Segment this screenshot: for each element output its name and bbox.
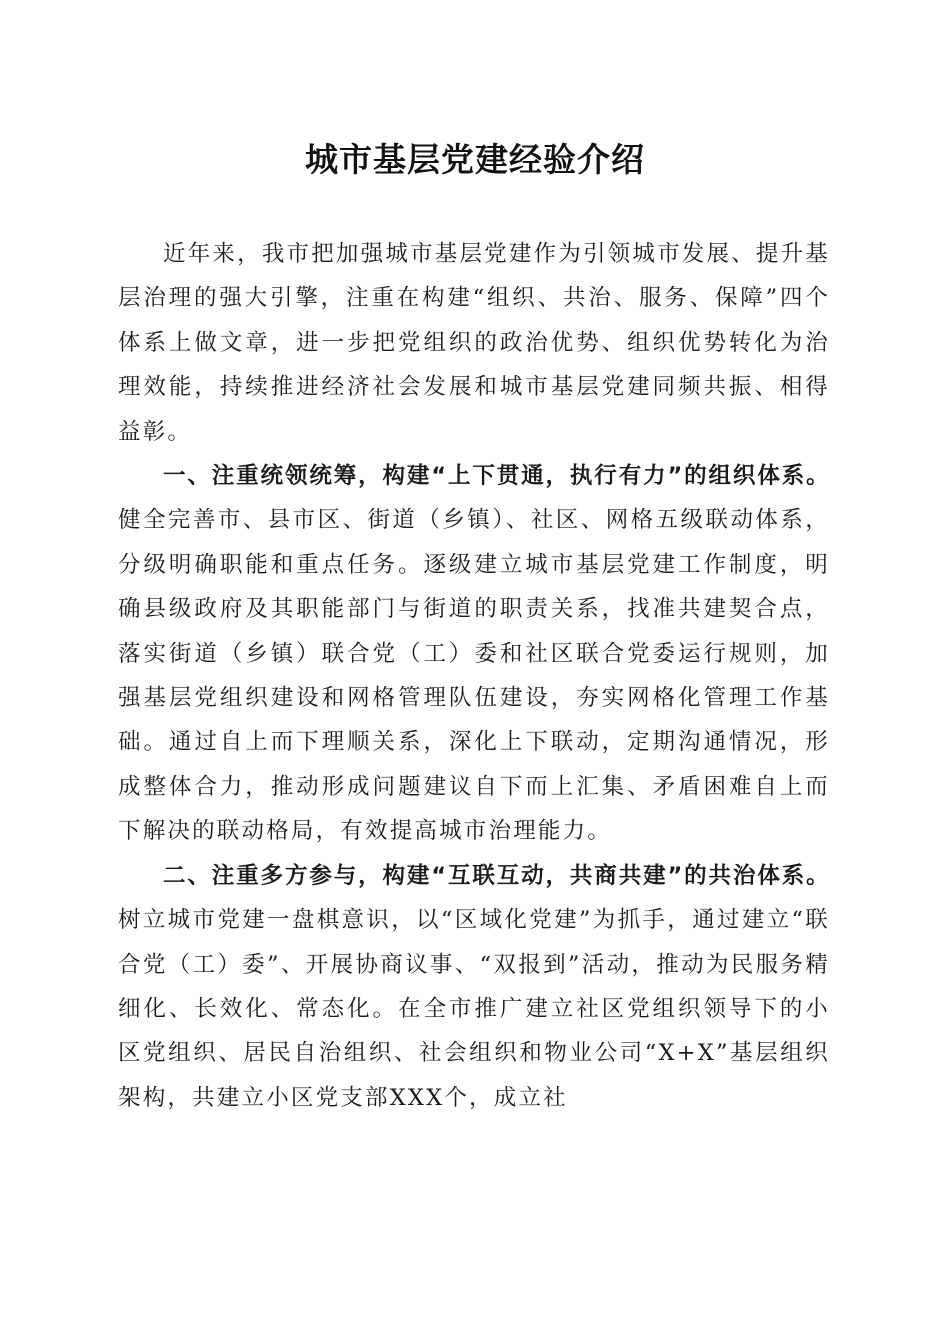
section-heading: 二、注重多方参与，构建“互联互动，共商共建”的共治体系。 [163,862,830,889]
paragraph-intro [118,232,830,454]
paragraph-text: 近年来，我市把加强城市基层党建作为引领城市发展、提升基层治理的强大引擎，注重在构建“组织、共治、服务、保障”四个体系上做文章，进一步把党组织的政治优势、组织优势转化为治理效能，持续推进经济社会发展和城市基层党建同频共振、相得益彰。 [118,241,830,445]
document-title: 城市基层党建经验介绍 [305,140,645,179]
section-heading: 一、注重统领统筹，构建“上下贯通，执行有力”的组织体系。 [163,463,830,490]
paragraph-text: 健全完善市、县市区、街道（乡镇）、社区、网格五级联动体系，分级明确职能和重点任务。逐级建立城市基层党建工作制度，明确县级政府及其职能部门与街道的职责关系，找准共建契合点，落实街道（乡镇）联合党（工）委和社区联合党委运行规则，加强基层党组织建设和网格管理队伍建设，夯实网格化管理工作基础。通过自上而下理顺关系，深化上下联动，定期沟通情况，形成整体合力，推动形成问题建议自下而上汇集、矛盾困难自上而下解决的联动格局，有效提高城市治理能力。 [118,507,830,845]
paragraph-text: 树立城市党建一盘棋意识，以“区域化党建”为抓手，通过建立“联合党（工）委”、开展协商议事、“双报到”活动，推动为民服务精细化、长效化、常态化。在全市推广建立社区党组织领导下的小区党组织、居民自治组织、社会组织和物业公司“X+X”基层组织架构，共建立小区党支部XXX个，成立社 [118,907,830,1111]
document-body [118,232,830,1120]
paragraph-section-2 [118,854,830,1120]
paragraph-section-1 [118,454,830,854]
